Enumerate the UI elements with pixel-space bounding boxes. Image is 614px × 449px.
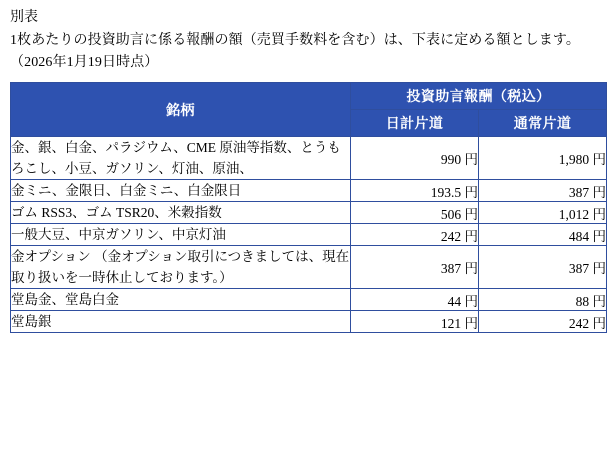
- header-brand: 銘柄: [11, 83, 351, 137]
- row-daily: 242 円: [351, 224, 479, 246]
- row-normal: 242 円: [479, 311, 607, 333]
- table-row: [11, 137, 607, 180]
- row-normal: 1,980 円: [479, 137, 607, 180]
- row-name: 金オプション （金オプション取引につきましては、現在取り扱いを一時休止しております。）: [11, 246, 351, 289]
- table-header-row-1: [11, 83, 607, 110]
- row-daily: 506 円: [351, 202, 479, 224]
- table-row: [11, 246, 607, 289]
- row-daily: 44 円: [351, 289, 479, 311]
- row-daily: 990 円: [351, 137, 479, 180]
- row-name: 金、銀、白金、パラジウム、CME 原油等指数、とうもろこし、小豆、ガソリン、灯油、原油、: [11, 137, 351, 180]
- fee-table: [10, 82, 607, 333]
- row-name: 堂島金、堂島白金: [11, 289, 351, 311]
- lead-paragraph: 1枚あたりの投資助言に係る報酬の額（売買手数料を含む）は、下表に定める額とします。（2026年1月19日時点）: [10, 33, 580, 70]
- table-row: [11, 289, 607, 311]
- table-head: [11, 83, 607, 137]
- row-daily: 193.5 円: [351, 180, 479, 202]
- row-normal: 387 円: [479, 246, 607, 289]
- page-title: 別表: [10, 10, 38, 25]
- row-normal: 484 円: [479, 224, 607, 246]
- table-row: [11, 202, 607, 224]
- row-normal: 88 円: [479, 289, 607, 311]
- row-name: 堂島銀: [11, 311, 351, 333]
- row-name: 金ミニ、金限日、白金ミニ、白金限日: [11, 180, 351, 202]
- header-fee-group: 投資助言報酬（税込）: [351, 83, 607, 110]
- table-row: [11, 180, 607, 202]
- header-col-daily: 日計片道: [351, 110, 479, 137]
- row-normal: 387 円: [479, 180, 607, 202]
- row-daily: 387 円: [351, 246, 479, 289]
- table-body: [11, 137, 607, 333]
- row-normal: 1,012 円: [479, 202, 607, 224]
- row-name: 一般大豆、中京ガソリン、中京灯油: [11, 224, 351, 246]
- row-daily: 121 円: [351, 311, 479, 333]
- table-row: [11, 224, 607, 246]
- row-name: ゴム RSS3、ゴム TSR20、米穀指数: [11, 202, 351, 224]
- header-col-normal: 通常片道: [479, 110, 607, 137]
- table-row: [11, 311, 607, 333]
